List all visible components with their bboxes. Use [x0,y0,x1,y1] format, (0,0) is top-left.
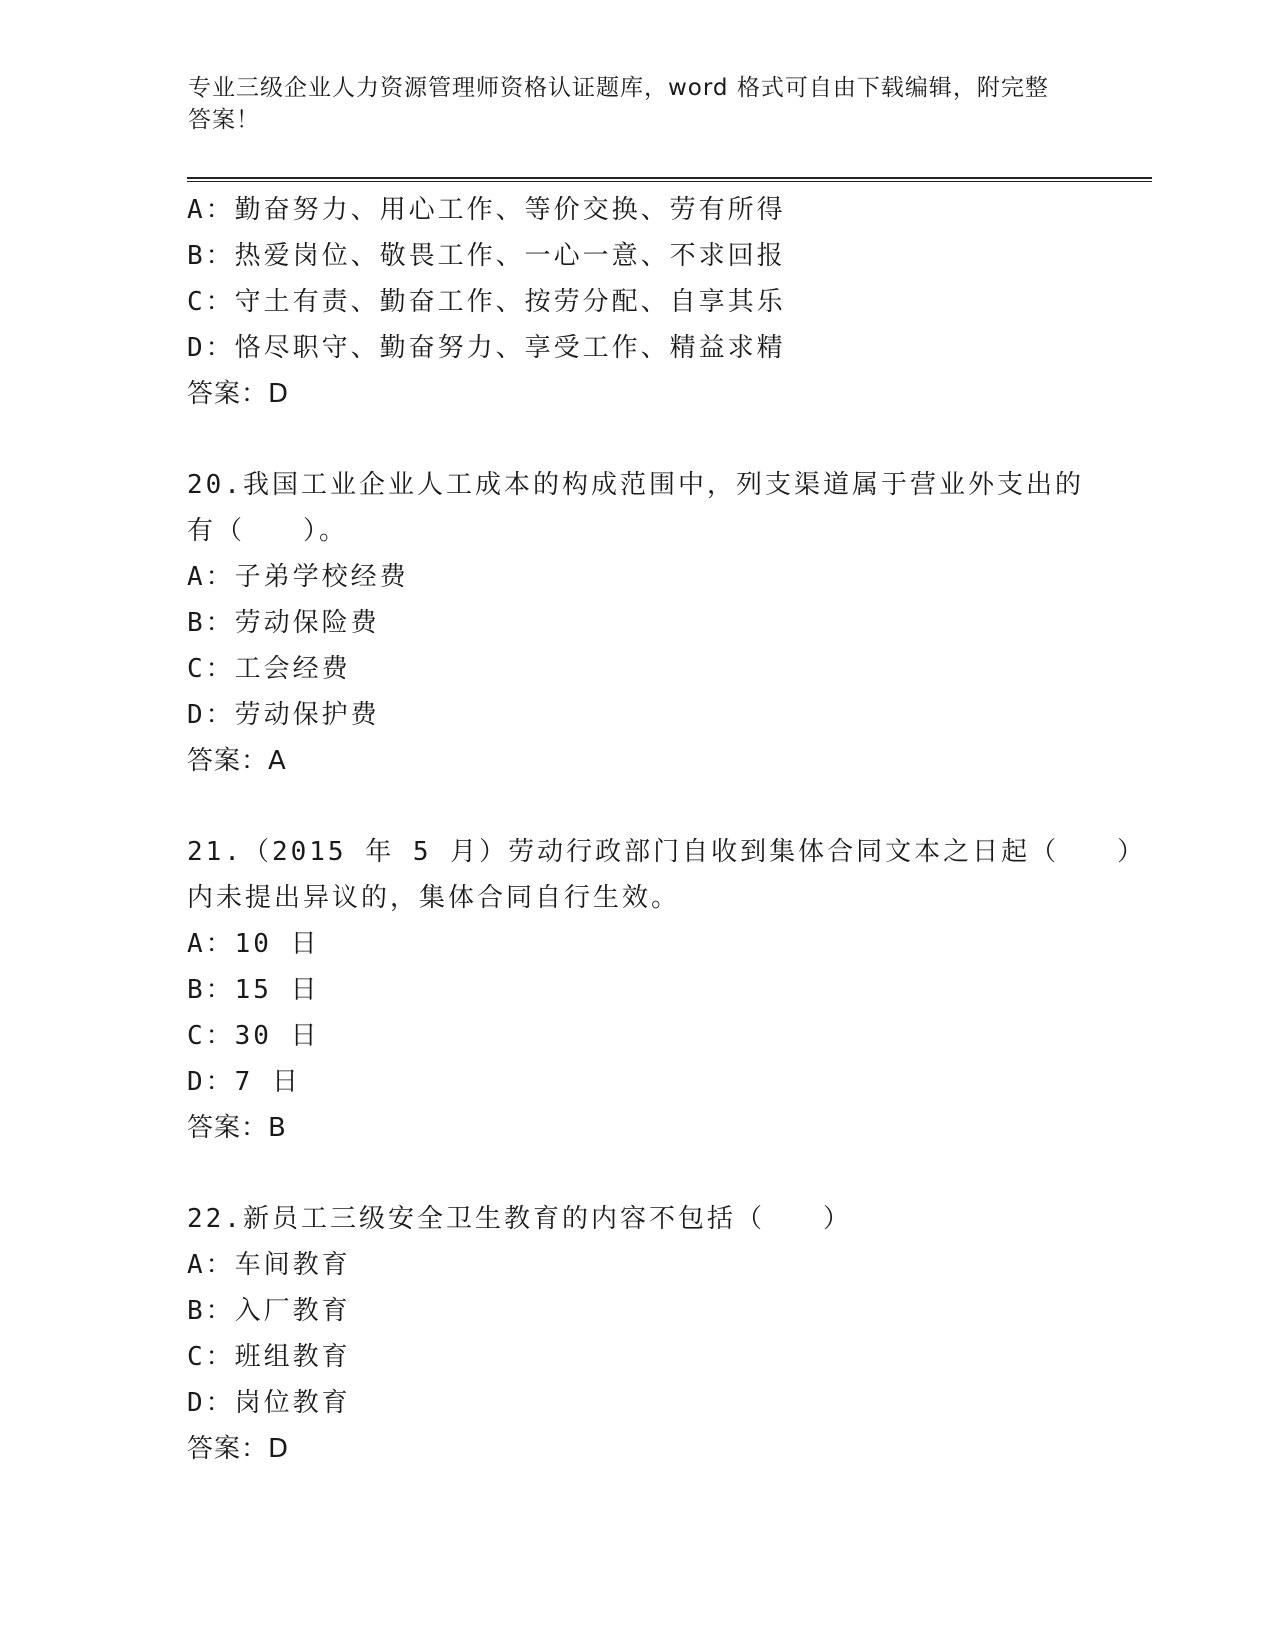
option-d: D：7 日 [187,1067,301,1097]
answer-line: 答案：A [187,746,287,776]
question-stem-line-2: 内未提出异议的，集体合同自行生效。 [187,883,681,913]
header-line-1: 专业三级企业人力资源管理师资格认证题库，word 格式可自由下载编辑，附完整 [188,75,1049,101]
document-header [188,72,1078,136]
option-c: C：守土有责、勤奋工作、按劳分配、自享其乐 [187,287,786,317]
answer-line: 答案：D [187,379,290,409]
question-list [187,187,1147,1472]
option-a: A：子弟学校经费 [187,562,409,592]
header-line-2: 答案！ [188,107,260,133]
question-stem-line-1: 22.新员工三级安全卫生教育的内容不包括（ ） [187,1204,852,1234]
option-a: A：10 日 [187,929,320,959]
answer-line: 答案：B [187,1113,287,1143]
option-c: C：班组教育 [187,1342,351,1372]
question-stem-line-1: 21.（2015 年 5 月）劳动行政部门自收到集体合同文本之日起（ ） [187,837,1147,867]
option-a: A：勤奋努力、用心工作、等价交换、劳有所得 [187,195,786,225]
question-block-19 [187,187,1087,417]
question-block-20 [187,462,1087,784]
option-b: B：15 日 [187,975,320,1005]
option-d: D：劳动保护费 [187,700,380,730]
question-stem-line-1: 20.我国工业企业人工成本的构成范围中，列支渠道属于营业外支出的 [187,470,1084,500]
header-divider [187,177,1152,182]
option-b: B：热爱岗位、敬畏工作、一心一意、不求回报 [187,241,786,271]
option-c: C：工会经费 [187,654,351,684]
question-block-21 [187,829,1147,1151]
answer-line: 答案：D [187,1434,290,1464]
question-stem-line-2: 有（ ）。 [187,516,349,546]
option-d: D：岗位教育 [187,1388,351,1418]
option-d: D：恪尽职守、勤奋努力、享受工作、精益求精 [187,333,786,363]
option-c: C：30 日 [187,1021,320,1051]
option-a: A：车间教育 [187,1250,351,1280]
option-b: B：入厂教育 [187,1296,351,1326]
question-block-22 [187,1196,1087,1472]
option-b: B：劳动保险费 [187,608,380,638]
